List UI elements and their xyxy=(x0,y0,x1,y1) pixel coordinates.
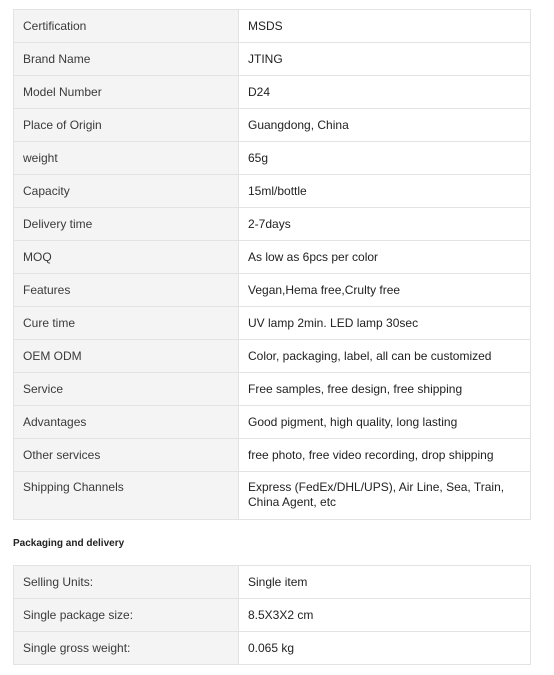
attribute-value: As low as 6pcs per color xyxy=(239,241,531,274)
attribute-value: D24 xyxy=(239,76,531,109)
attribute-label: Service xyxy=(14,373,239,406)
attribute-label: weight xyxy=(14,142,239,175)
packaging-row-package-size xyxy=(14,599,531,632)
attribute-row-capacity xyxy=(14,175,531,208)
attribute-row-oem-odm xyxy=(14,340,531,373)
attribute-row-certification xyxy=(14,10,531,43)
attribute-row-moq xyxy=(14,241,531,274)
attribute-value: JTING xyxy=(239,43,531,76)
attribute-value: Good pigment, high quality, long lasting xyxy=(239,406,531,439)
attribute-value: MSDS xyxy=(239,10,531,43)
packaging-delivery-table xyxy=(13,565,531,665)
attribute-value: Vegan,Hema free,Crulty free xyxy=(239,274,531,307)
attribute-label: OEM ODM xyxy=(14,340,239,373)
attribute-label: Other services xyxy=(14,439,239,472)
attribute-row-other-services xyxy=(14,439,531,472)
packaging-label: Single package size: xyxy=(14,599,239,632)
packaging-value: 0.065 kg xyxy=(239,632,531,665)
attribute-label: Certification xyxy=(14,10,239,43)
attribute-label: Delivery time xyxy=(14,208,239,241)
attribute-label: Model Number xyxy=(14,76,239,109)
attribute-value: Color, packaging, label, all can be customized xyxy=(239,340,531,373)
attribute-row-shipping-channels xyxy=(14,472,531,520)
attribute-value: 2-7days xyxy=(239,208,531,241)
attribute-value: 15ml/bottle xyxy=(239,175,531,208)
attribute-row-cure-time xyxy=(14,307,531,340)
attribute-label: Features xyxy=(14,274,239,307)
attribute-row-model-number xyxy=(14,76,531,109)
packaging-section-title: Packaging and delivery xyxy=(13,538,125,549)
product-attributes-table xyxy=(13,9,531,520)
attribute-value: Guangdong, China xyxy=(239,109,531,142)
packaging-row-selling-units xyxy=(14,566,531,599)
attribute-value: 65g xyxy=(239,142,531,175)
attribute-value: free photo, free video recording, drop shipping xyxy=(239,439,531,472)
attribute-value: Free samples, free design, free shipping xyxy=(239,373,531,406)
attribute-row-place-of-origin xyxy=(14,109,531,142)
packaging-value: 8.5X3X2 cm xyxy=(239,599,531,632)
attribute-label: Shipping Channels xyxy=(14,472,239,520)
packaging-value: Single item xyxy=(239,566,531,599)
attribute-label: Advantages xyxy=(14,406,239,439)
attribute-row-brand-name xyxy=(14,43,531,76)
attribute-value: Express (FedEx/DHL/UPS), Air Line, Sea, Train, China Agent, etc xyxy=(239,472,531,520)
packaging-row-gross-weight xyxy=(14,632,531,665)
attribute-label: Place of Origin xyxy=(14,109,239,142)
packaging-label: Selling Units: xyxy=(14,566,239,599)
attribute-value: UV lamp 2min. LED lamp 30sec xyxy=(239,307,531,340)
packaging-label: Single gross weight: xyxy=(14,632,239,665)
attribute-row-features xyxy=(14,274,531,307)
attribute-row-advantages xyxy=(14,406,531,439)
attribute-row-delivery-time xyxy=(14,208,531,241)
attribute-row-service xyxy=(14,373,531,406)
attribute-label: Brand Name xyxy=(14,43,239,76)
attribute-row-weight xyxy=(14,142,531,175)
attribute-label: Capacity xyxy=(14,175,239,208)
attribute-label: MOQ xyxy=(14,241,239,274)
attribute-label: Cure time xyxy=(14,307,239,340)
